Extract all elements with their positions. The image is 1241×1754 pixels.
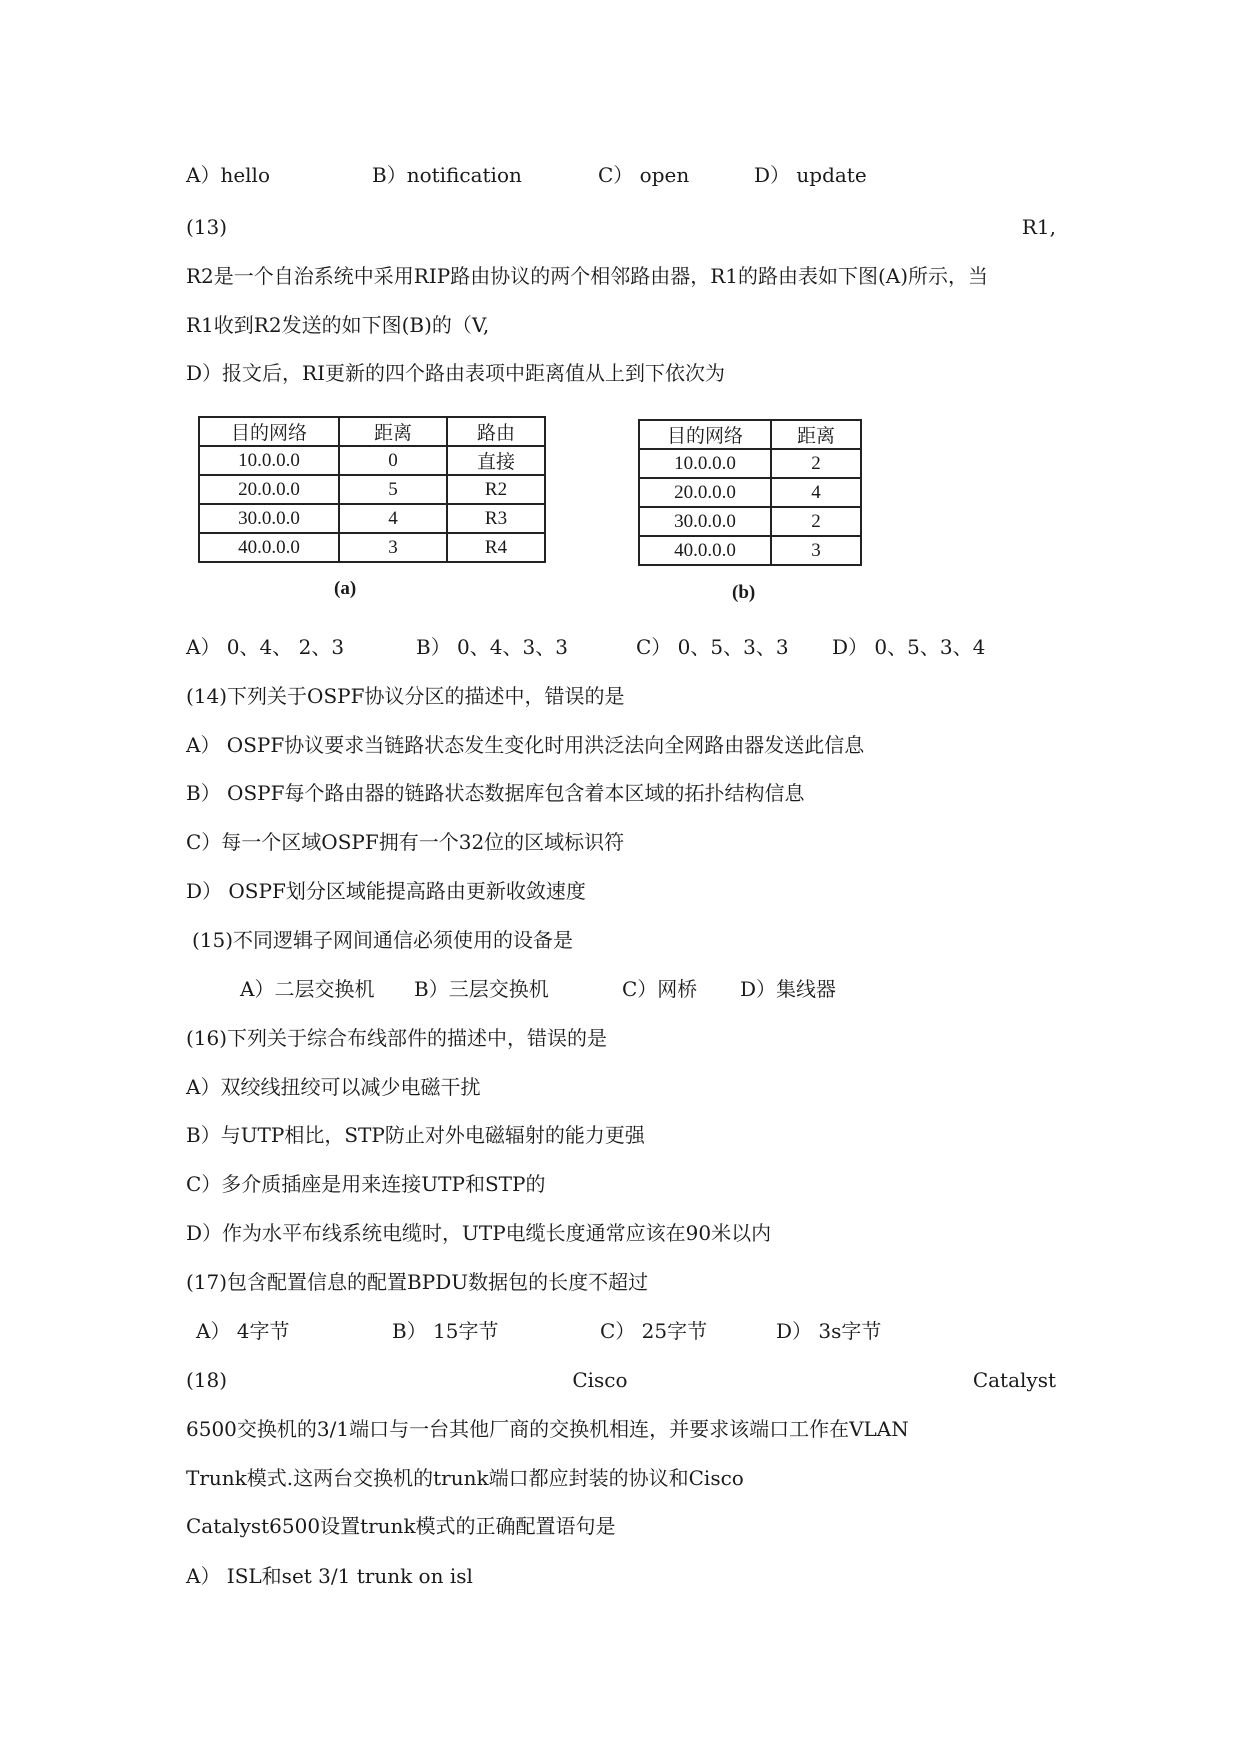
table-cell: 40.0.0.0 [199,533,339,562]
table-cell: 10.0.0.0 [639,449,771,478]
q14-option-d: D） OSPF划分区域能提高路由更新收敛速度 [186,879,586,903]
table-cell: 4 [339,504,447,533]
table-cell: 30.0.0.0 [639,507,771,536]
q12-option-d: D） update [754,163,867,187]
q18-stem-line-4: Catalyst6500设置trunk模式的正确配置语句是 [186,1514,616,1538]
table-header: 距离 [339,417,447,446]
table-cell: 5 [339,475,447,504]
q13-stem-line-2: R2是一个自治系统中采用RIP路由协议的两个相邻路由器，R1的路由表如下图(A)所示，当 [186,264,989,288]
table-row [639,449,861,478]
table-header: 距离 [771,420,861,449]
q16-stem: (16)下列关于综合布线部件的描述中，错误的是 [186,1026,608,1050]
q18-stem-line-2: 6500交换机的3/1端口与一台其他厂商的交换机相连，并要求该端口工作在VLAN [186,1417,909,1441]
table-cell: 20.0.0.0 [199,475,339,504]
table-cell: 3 [339,533,447,562]
table-cell: 30.0.0.0 [199,504,339,533]
route-table-a [198,416,546,563]
route-table-b [638,419,862,566]
q14-stem: (14)下列关于OSPF协议分区的描述中，错误的是 [186,684,625,708]
table-cell: 10.0.0.0 [199,446,339,475]
table-cell: R2 [447,475,545,504]
q15-stem: (15)不同逻辑子网间通信必须使用的设备是 [192,928,574,952]
q14-option-c: C）每一个区域OSPF拥有一个32位的区域标识符 [186,830,625,854]
q12-options [186,160,1056,190]
q13-option-d: D） 0、5、3、4 [832,635,986,659]
q15-option-d: D）集线器 [740,977,837,1001]
table-cell: 2 [771,507,861,536]
q15-option-c: C）网桥 [622,977,698,1001]
table-row [199,475,545,504]
q13-options [186,632,1056,662]
q14-option-b: B） OSPF每个路由器的链路状态数据库包含着本区域的拓扑结构信息 [186,781,805,805]
table-header-row [639,420,861,449]
table-cell: 20.0.0.0 [639,478,771,507]
q13-first-line [186,212,1056,242]
table-cell: 2 [771,449,861,478]
table-b-caption: (b) [732,582,756,603]
table-header-row [199,417,545,446]
table-cell: 0 [339,446,447,475]
q17-option-c: C） 25字节 [600,1319,708,1343]
q13-number: (13) [186,215,228,239]
q17-options [196,1316,1066,1346]
table-a-caption: (a) [334,578,357,599]
table-row [639,478,861,507]
q13-option-a: A） 0、4、 2、3 [186,635,345,659]
q18-first-line [186,1365,1056,1395]
q16-option-b: B）与UTP相比，STP防止对外电磁辐射的能力更强 [186,1123,645,1147]
table-row [639,507,861,536]
q17-stem: (17)包含配置信息的配置BPDU数据包的长度不超过 [186,1270,649,1294]
q17-option-d: D） 3s字节 [776,1319,882,1343]
table-row [199,533,545,562]
q16-option-d: D）作为水平布线系统电缆时，UTP电缆长度通常应该在90米以内 [186,1221,772,1245]
q13-stem-line-3: R1收到R2发送的如下图(B)的（V, [186,313,490,337]
q17-option-b: B） 15字节 [392,1319,499,1343]
q12-option-c: C） open [598,163,690,187]
q18-number: (18) [186,1368,228,1392]
q16-option-a: A）双绞线扭绞可以减少电磁干扰 [186,1075,481,1099]
table-cell: 3 [771,536,861,565]
q12-option-a: A）hello [186,163,270,187]
q16-option-c: C）多介质插座是用来连接UTP和STP的 [186,1172,546,1196]
q18-word-catalyst: Catalyst [972,1368,1056,1392]
table-header: 目的网络 [639,420,771,449]
q18-option-a: A） ISL和set 3/1 trunk on isl [186,1564,473,1588]
q13-option-b: B） 0、4、3、3 [416,635,568,659]
q15-option-b: B）三层交换机 [414,977,549,1001]
q14-option-a: A） OSPF协议要求当链路状态发生变化时用洪泛法向全网路由器发送此信息 [186,733,865,757]
q17-option-a: A） 4字节 [196,1319,290,1343]
table-cell: R3 [447,504,545,533]
q12-option-b: B）notification [372,163,522,187]
q18-word-cisco: Cisco [572,1368,628,1392]
table-cell: 直接 [447,446,545,475]
table-row [199,504,545,533]
table-row [199,446,545,475]
q13-option-c: C） 0、5、3、3 [636,635,789,659]
table-header: 路由 [447,417,545,446]
table-header: 目的网络 [199,417,339,446]
q15-options [240,974,1110,1004]
table-cell: R4 [447,533,545,562]
q13-r1: R1, [1021,215,1056,239]
q15-option-a: A）二层交换机 [240,977,375,1001]
table-row [639,536,861,565]
q13-stem-line-4: D）报文后，RI更新的四个路由表项中距离值从上到下依次为 [186,361,725,385]
q18-stem-line-3: Trunk模式.这两台交换机的trunk端口都应封装的协议和Cisco [186,1466,744,1490]
table-cell: 4 [771,478,861,507]
table-cell: 40.0.0.0 [639,536,771,565]
